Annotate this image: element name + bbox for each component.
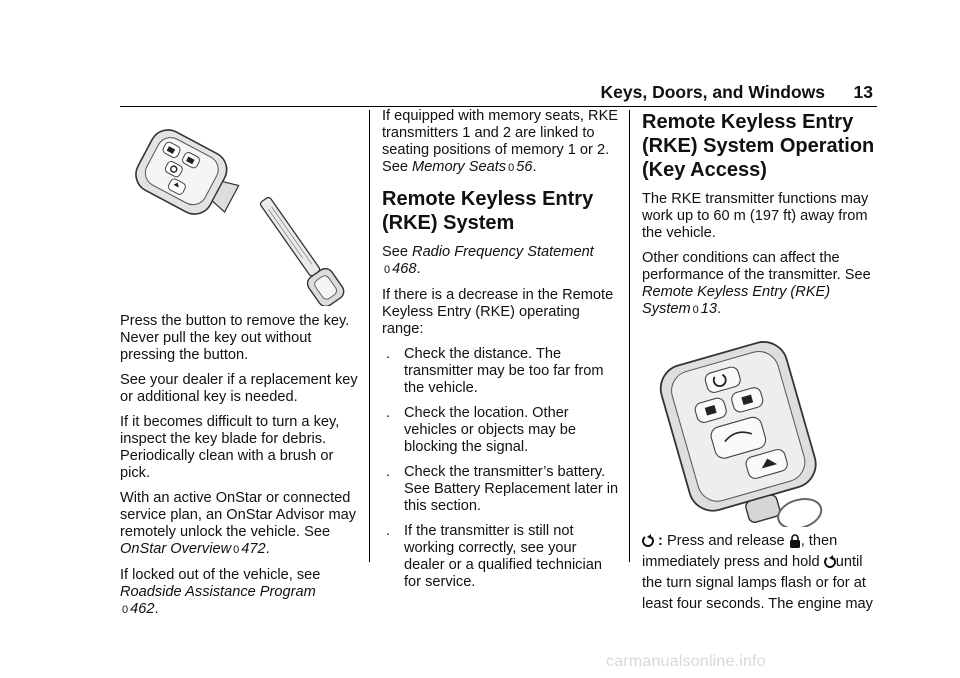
- paragraph: Press the button to remove the key. Never pull the key out without pressing the button.: [120, 313, 350, 363]
- bullet-mark: .: [386, 464, 391, 480]
- paragraph: [382, 108, 620, 177]
- paragraph-text: until the turn signal lamps flash or for at least four seconds. The engine may: [642, 554, 873, 612]
- watermark: carmanualsonline.info: [606, 653, 766, 670]
- cross-reference-link[interactable]: Memory Seats: [412, 159, 507, 175]
- page-header: [120, 80, 877, 107]
- period: .: [154, 601, 159, 617]
- period: .: [532, 159, 537, 175]
- smart-key-illustration: [120, 108, 358, 306]
- page-arrow: 0: [122, 604, 129, 616]
- section-heading: Remote Keyless Entry (RKE) System Operation (Key Access): [642, 111, 875, 181]
- paragraph: The RKE transmitter functions may work up to 60 m (197 ft) away from the vehicle.: [642, 191, 869, 241]
- paragraph-text: With an active OnStar or connected service plan, an OnStar Advisor may remotely unlock the vehicle. See: [120, 490, 357, 540]
- page-arrow: 0: [384, 264, 391, 276]
- cross-reference-page[interactable]: 468: [392, 261, 417, 277]
- lock-icon: [789, 534, 801, 548]
- bullet-mark: .: [386, 523, 391, 539]
- section-heading: Remote Keyless Entry (RKE) System: [382, 188, 594, 234]
- cross-reference-link[interactable]: Roadside Assistance Program: [120, 584, 316, 600]
- page-arrow: 0: [692, 304, 699, 316]
- paragraph: [120, 567, 358, 619]
- list-item: [382, 346, 620, 397]
- paragraph: If there is a decrease in the Remote Keyless Entry (RKE) operating range:: [382, 287, 614, 337]
- list-item-text: If the transmitter is still not working correctly, see your dealer or a qualified technician for service.: [404, 523, 602, 590]
- cross-reference-page[interactable]: 462: [130, 601, 155, 617]
- cross-reference-page[interactable]: 56: [516, 159, 533, 175]
- bullet-mark: .: [386, 405, 391, 421]
- paragraph-text: , then immediately press and hold: [642, 533, 838, 570]
- list-item: [382, 523, 620, 591]
- paragraph: If it becomes difficult to turn a key, inspect the key blade for debris. Periodically clean with a brush or pick.: [120, 414, 340, 481]
- header-title: Keys, Doors, and Windows: [600, 82, 825, 102]
- cross-reference-link[interactable]: Remote Keyless Entry (RKE) System: [642, 284, 831, 317]
- page-arrow: 0: [233, 544, 240, 556]
- paragraph-text: If locked out of the vehicle, see: [120, 567, 321, 583]
- period: .: [717, 301, 722, 317]
- remote-start-icon: [824, 555, 836, 569]
- page-number: 13: [853, 82, 873, 102]
- paragraph-text: Other conditions can affect the performance of the transmitter. See: [642, 250, 871, 283]
- paragraph: [382, 244, 620, 279]
- page-arrow: 0: [508, 162, 515, 174]
- paragraph-text: If equipped with memory seats, RKE transmitters 1 and 2 are linked to seating positions of memory 1 or 2. See: [382, 108, 619, 175]
- column-left: [120, 108, 358, 627]
- column-middle: [382, 108, 620, 599]
- column-right: [642, 108, 880, 623]
- paragraph: [642, 250, 880, 319]
- paragraph: [642, 531, 880, 615]
- list-item-text: Check the distance. The transmitter may be too far from the vehicle.: [404, 346, 604, 396]
- cross-reference-page[interactable]: 472: [241, 541, 266, 557]
- list-item: [382, 464, 620, 515]
- column-divider: [629, 110, 630, 562]
- cross-reference-page[interactable]: 13: [700, 301, 718, 317]
- period: .: [265, 541, 270, 557]
- paragraph-text: See: [382, 244, 408, 260]
- colon: :: [654, 533, 667, 549]
- list-item-text: Check the transmitter’s battery. See Battery Replacement later in this section.: [404, 464, 619, 514]
- cross-reference-link[interactable]: OnStar Overview: [120, 541, 232, 557]
- paragraph: See your dealer if a replacement key or additional key is needed.: [120, 372, 358, 405]
- paragraph-text: Press and release: [666, 533, 785, 549]
- bullet-mark: .: [386, 346, 391, 362]
- remote-start-icon: [642, 534, 654, 548]
- rke-transmitter-illustration: [642, 327, 880, 527]
- column-divider: [369, 110, 370, 562]
- cross-reference-link[interactable]: Radio Frequency Statement: [412, 244, 594, 260]
- list-item: [382, 405, 620, 456]
- list-item-text: Check the location. Other vehicles or objects may be blocking the signal.: [404, 405, 576, 455]
- period: .: [416, 261, 421, 277]
- paragraph: [120, 490, 358, 559]
